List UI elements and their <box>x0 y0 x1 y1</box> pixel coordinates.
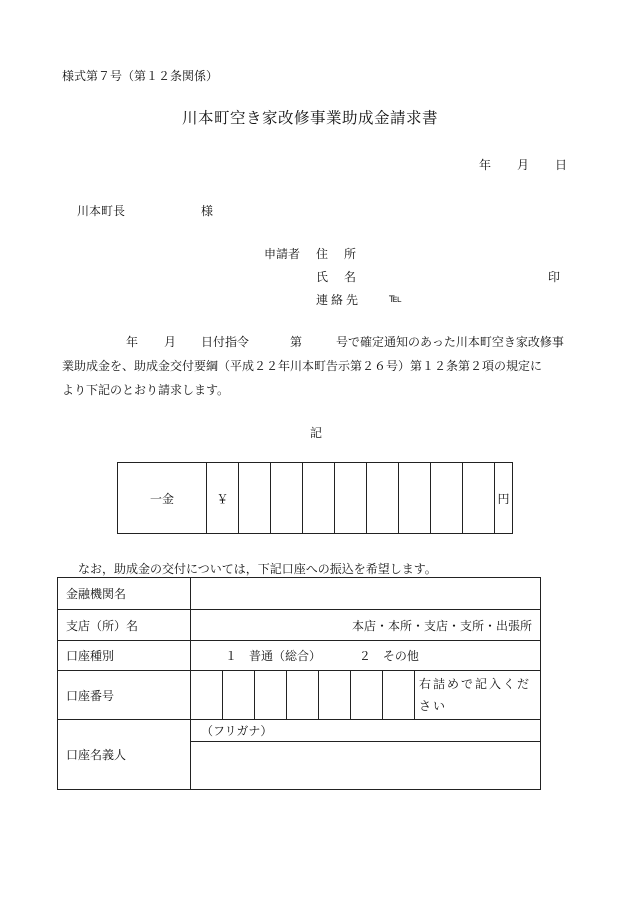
address-label: 住 所 <box>316 247 359 261</box>
branch-options[interactable]: 本店・本所・支店・支所・出張所 <box>191 610 541 641</box>
name-label: 氏 名 <box>316 270 359 284</box>
account-digit-cell[interactable] <box>351 671 383 719</box>
seal-mark: 印 <box>548 270 561 284</box>
account-number-grid <box>191 671 540 719</box>
body-year: 年 <box>126 335 139 349</box>
holder-label: 口座名義人 <box>58 720 191 790</box>
account-type-ordinary[interactable]: １ 普通（総合） <box>225 649 322 663</box>
holder-name-field[interactable] <box>191 742 541 790</box>
date-month: 月 <box>517 158 530 172</box>
account-type-other[interactable]: ２ その他 <box>358 649 419 663</box>
form-label: 様式第７号（第１２条関係） <box>62 69 219 83</box>
yen-unit: 円 <box>495 463 513 534</box>
bank-table <box>57 577 541 790</box>
bank-intro: なお，助成金の交付については，下記口座への振込を希望します。 <box>78 562 437 576</box>
amount-label: 一金 <box>118 463 207 534</box>
account-digit-cell[interactable] <box>191 671 223 719</box>
addressee-name: 川本町長 <box>77 204 126 218</box>
account-digit-cell[interactable] <box>287 671 319 719</box>
page-title: 川本町空き家改修事業助成金請求書 <box>182 109 439 127</box>
tel-icon: ℡ <box>389 291 402 305</box>
institution-field[interactable] <box>191 578 541 610</box>
body-line2: 業助成金を、助成金交付要綱（平成２２年川本町告示第２６号）第１２条第２項の規定に <box>62 359 543 373</box>
amount-digit-cell[interactable] <box>303 463 335 534</box>
account-number-label: 口座番号 <box>58 671 191 720</box>
account-type-label: 口座種別 <box>58 641 191 671</box>
date-year: 年 <box>479 158 492 172</box>
amount-digit-cell[interactable] <box>271 463 303 534</box>
account-digit-cell[interactable] <box>255 671 287 719</box>
amount-digit-cell[interactable] <box>463 463 495 534</box>
addressee-honorific: 様 <box>201 204 214 218</box>
body-line1-rest: 号で確定通知のあった川本町空き家改修事 <box>336 335 564 349</box>
account-type-options[interactable] <box>191 641 541 671</box>
body-month: 月 <box>164 335 177 349</box>
date-day: 日 <box>555 158 568 172</box>
account-digit-cell[interactable] <box>319 671 351 719</box>
amount-table <box>117 462 513 534</box>
account-digit-cell[interactable] <box>383 671 415 719</box>
body-line3: より下記のとおり請求します。 <box>62 383 230 397</box>
account-number-cell <box>191 671 541 720</box>
amount-digit-cell[interactable] <box>431 463 463 534</box>
account-digit-cell[interactable] <box>223 671 255 719</box>
amount-digit-cell[interactable] <box>335 463 367 534</box>
yen-symbol: ￥ <box>207 463 239 534</box>
number-note: 右詰めで記入ください <box>415 671 541 719</box>
amount-digit-cell[interactable] <box>399 463 431 534</box>
body-dai: 第 <box>290 335 303 349</box>
body-day-order: 日付指令 <box>201 335 250 349</box>
amount-digit-cell[interactable] <box>239 463 271 534</box>
ki-heading: 記 <box>310 426 323 440</box>
amount-digit-cell[interactable] <box>367 463 399 534</box>
furigana-field[interactable]: （フリガナ） <box>191 720 541 742</box>
branch-label: 支店（所）名 <box>58 610 191 641</box>
institution-label: 金融機関名 <box>58 578 191 610</box>
contact-label: 連絡先 <box>316 293 362 307</box>
applicant-label: 申請者 <box>264 247 301 261</box>
